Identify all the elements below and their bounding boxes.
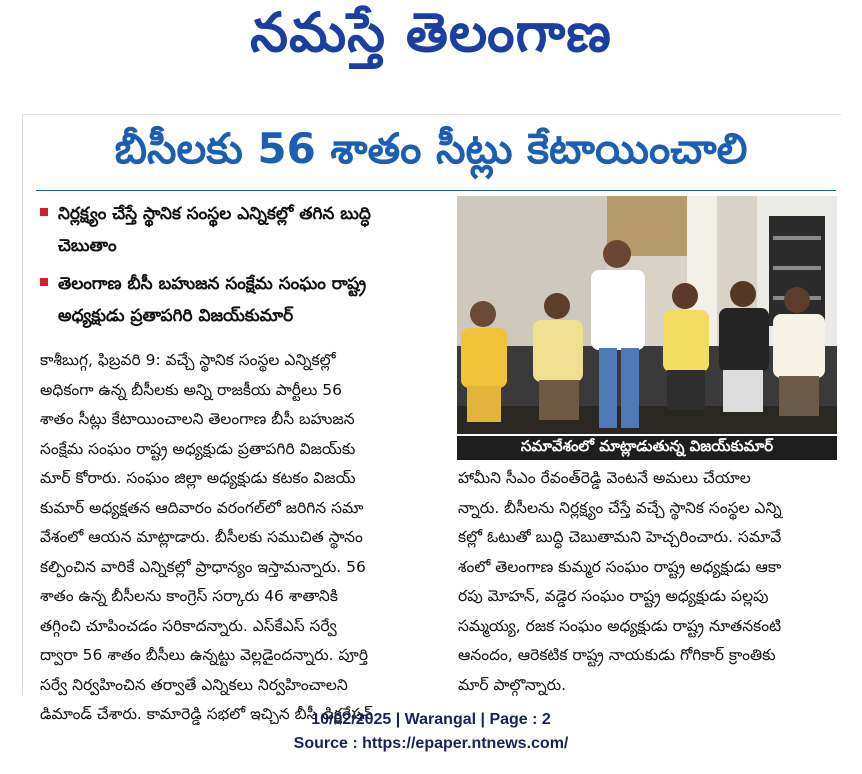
article-body-right-column: హామీని సీఎం రేవంత్‌రెడ్డి వెంటనే అమలు చేయాల న్నారు. బీసీలను నిర్లక్ష్యం చేస్తే వచ్చే స్థానిక సంస్థల ఎన్ని కల్లో ఓటుతో బుద్ధి చెబుతామని హెచ్చరించారు. సమావే శంలో తెలంగాణ కుమ్మర సంఘం రాష్ట్ర అధ్యక్షుడు ఆకా రపు మోహన్, వడ్డెర సంఘం రాష్ట్ర అధ్యక్షుడు పల్లపు సమ్మయ్య, రజక సంఘం అధ్యక్షుడు రాష్ట్ర నూతనకంటి ఆనందం, ఆరెకటిక రాష్ట్ర నాయకుడు గోగికార్ క్రాంతికు మార్ పాల్గొన్నారు. bbox=[458, 469, 782, 694]
headline-divider bbox=[36, 190, 836, 191]
masthead-title: నమస్తే తెలంగాణ bbox=[250, 0, 612, 64]
article-photo bbox=[457, 196, 837, 434]
footer-source-link[interactable]: Source : https://epaper.ntnews.com/ bbox=[293, 735, 569, 752]
source-footer bbox=[0, 708, 862, 756]
headline-text: బీసీలకు 56 శాతం సీట్లు కేటాయించాలి bbox=[114, 124, 748, 173]
bullet-text: నిర్లక్ష్యం చేస్తే స్థానిక సంస్థల ఎన్నికల్లో తగిన బుద్ధి చెబుతాం bbox=[58, 204, 371, 256]
bullet-item bbox=[40, 268, 400, 332]
masthead bbox=[0, 0, 862, 78]
photo-caption-text: సమావేశంలో మాట్లాడుతున్న విజయ్‌కుమార్ bbox=[520, 437, 774, 455]
bullet-square-icon bbox=[40, 278, 48, 286]
photo-caption bbox=[457, 436, 837, 460]
bullet-text: తెలంగాణ బీసీ బహుజన సంక్షేమ సంఘం రాష్ట్ర అధ్యక్షుడు ప్రతాపగిరి విజయ్‌కుమార్ bbox=[58, 274, 367, 326]
bullet-item bbox=[40, 198, 400, 262]
article-headline bbox=[22, 118, 840, 190]
footer-date-edition: 10/02/2025 | Warangal | Page : 2 bbox=[311, 711, 551, 728]
meeting-photo-illustration bbox=[457, 196, 837, 434]
article-body-left-column: కాశీబుగ్గ, ఫిబ్రవరి 9: వచ్చే స్థానిక సంస్థల ఎన్నికల్లో అధికంగా ఉన్న బీసీలకు అన్ని రాజకీయ పార్టీలు 56 శాతం సీట్లు కేటాయించాలని తెలంగాణ బీసీ బహుజన సంక్షేమ సంఘం రాష్ట్ర అధ్యక్షుడు ప్రతాపగిరి విజయ్‌కు మార్ కోరారు. సంఘం జిల్లా అధ్యక్షుడు కటకం విజయ్ కుమార్ అధ్యక్షతన ఆదివారం వరంగల్‌లో జరిగిన సమా వేశంలో ఆయన మాట్లాడారు. బీసీలకు సముచిత స్థానం కల్పించిన వారికే ఎన్నికల్లో ప్రాధాన్యం ఇస్తామన్నారు. 56 శాతం ఉన్న బీసీలను కాంగ్రెస్ సర్కారు 46 శాతానికి తగ్గించి చూపించడం సరికాదన్నారు. ఎస్‌కేఎస్ సర్వే ద్వారా 56 శాతం బీసీలు ఉన్నట్టు వెల్లడైందన్నారు. పూర్తి సర్వే నిర్వహించిన తర్వాతే ఎన్నికలు నిర్వహించాలని డిమాండ్ చేశారు. కామారెడ్డి సభలో ఇచ్చిన బీసీ డిక్లరేషన్ bbox=[40, 351, 374, 723]
subheading-bullets bbox=[40, 198, 400, 338]
bullet-square-icon bbox=[40, 208, 48, 216]
